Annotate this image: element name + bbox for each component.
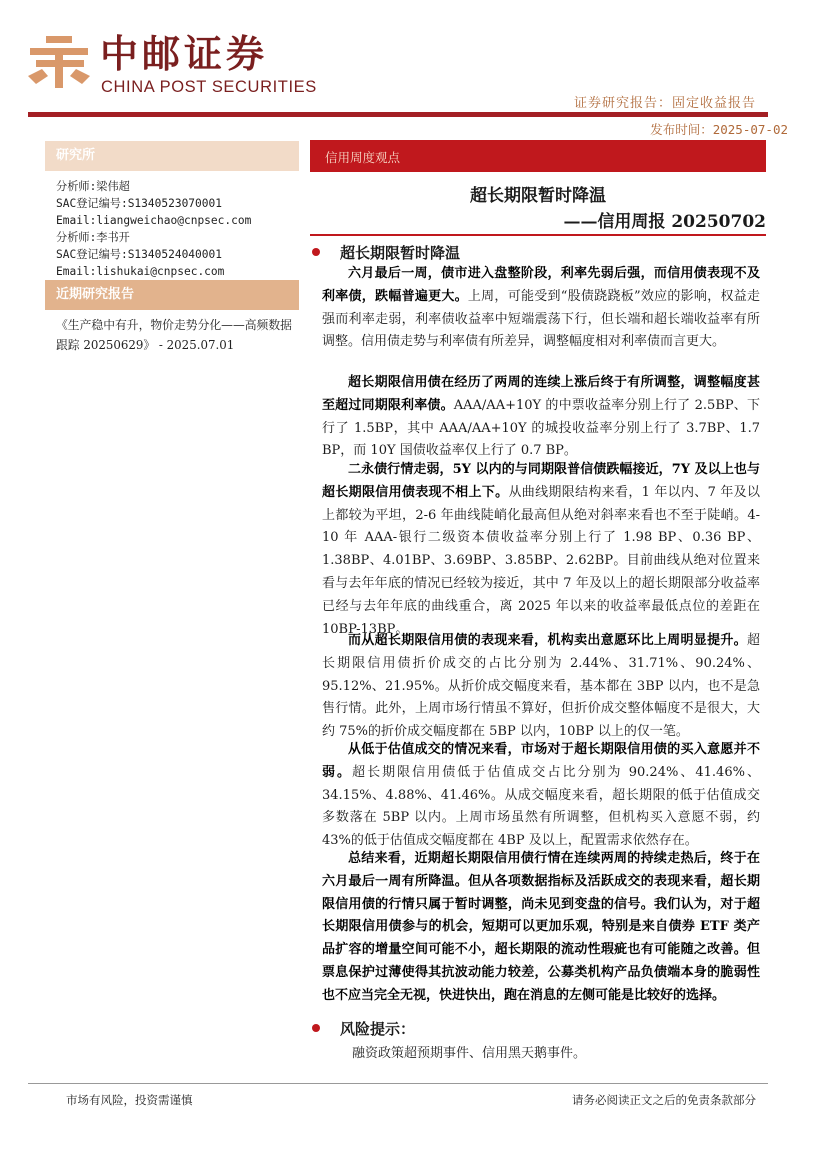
paragraph: 总结来看，近期超长期限信用债行情在连续两周的持续走热后，终于在六月最后一周有所降温。但从各项数据指标及活跃成交的表现来看，超长期限信用债的行情只属于暂时调整，尚未见到变盘的信号。我们认为，对于超长期限信用债参与的机会，短期可以更加乐观，特别是来自债券 ETF 类产品扩容的增量空间可能不小，超长期限的流动性瑕疵也有可能随之改善。但票息保护过薄使得其抗波动能力较差，公募类机构产品负债端本身的脆弱性也不应当完全无视，快进快出，跑在消息的左侧可能是比较好的选择。 (322, 851, 760, 1003)
brand-name-en: CHINA POST SECURITIES (101, 78, 317, 96)
analyst-name: 分析师:李书开 (56, 231, 130, 244)
analyst-name: 分析师:梁伟超 (56, 180, 130, 193)
report-title: 超长期限暂时降温 (470, 186, 606, 206)
report-subtitle: ——信用周报 20250702 (563, 212, 766, 232)
section-heading: 超长期限暂时降温 (312, 242, 460, 263)
institute-title: 研究所 (45, 141, 299, 171)
footer-divider (28, 1083, 768, 1084)
analyst-email: Email:liangweichao@cnpsec.com (56, 214, 252, 227)
bullet-icon (312, 248, 320, 256)
risk-heading: 风险提示： (312, 1018, 415, 1039)
paragraph: 二永债行情走弱，5Y 以内的与同期限普信债跌幅接近，7Y 及以上也与超长期限信用债表现不相上下。从曲线期限结构来看，1 年以内、7 年及以上都较为平坦，2-6 年曲线陡峭化最高但从绝对斜率来看也不至于陡峭。4-10 年 AAA-银行二级资本债收益率分别上行了 1.98 BP、0.36 BP、1.38BP、4.01BP、3.69BP、3.85BP、2.62BP。目前曲线从绝对位置来看与去年年底的情况已经较为接近，其中 7 年及以上的超长期限部分收益率已经与去年年底的曲线重合，离 2025 年以来的收益率最低点位的差距在 10BP-13BP。 (322, 462, 760, 637)
footer-disclaimer-left: 市场有风险，投资需谨慎 (66, 1093, 193, 1107)
title-divider (310, 234, 766, 236)
report-category: 证券研究报告：固定收益报告 (573, 96, 756, 111)
category-label: 信用周度观点 (325, 150, 401, 165)
publish-date: 发布时间：2025-07-02 (650, 122, 788, 137)
analyst-sac-number: SAC登记编号:S1340523070001 (56, 197, 222, 210)
recent-reports-title: 近期研究报告 (45, 280, 299, 310)
paragraph: 从低于估值成交的情况来看，市场对于超长期限信用债的买入意愿并不弱。超长期限信用债低于估值成交占比分别为 90.24%、41.46%、34.15%、4.88%、41.46%。从成交幅度来看，超长期限的低于估值成交多数落在 5BP 以内。上周市场虽然有所调整，但机构买入意愿不弱，约 43%的低于估值成交幅度都在 4BP 及以上，配置需求依然存在。 (322, 742, 760, 849)
analyst-sac-number: SAC登记编号:S1340524040001 (56, 248, 222, 261)
brand-name-cn: 中邮证券 (100, 32, 269, 76)
recent-report-link[interactable]: 《生产稳中有升，物价走势分化——高频数据跟踪 20250629》 - 2025.07.01 (56, 318, 292, 352)
header-divider (28, 112, 768, 117)
china-post-logo-icon (28, 36, 90, 88)
paragraph: 而从超长期限信用债的表现来看，机构卖出意愿环比上周明显提升。超长期限信用债折价成交的占比分别为 2.44%、31.71%、90.24%、95.12%、21.95%。从折价成交幅度来看，基本都在 3BP 以内，也不是急售行情。此外，上周市场行情虽不算好，但折价成交整体幅度不是很大，大约 75%的折价成交幅度都在 5BP 以内，10BP 以上的仅一笔。 (322, 633, 760, 740)
bullet-icon (312, 1024, 320, 1032)
paragraph: 六月最后一周，债市进入盘整阶段，利率先弱后强，而信用债表现不及利率债，跌幅普遍更大。上周，可能受到“股债跷跷板”效应的影响，权益走强而利率走弱，利率债收益率中短端震荡下行，但长端和超长端收益率有所调整。信用债走势与利率债有所差异，调整幅度相对利率债而言更大。 (322, 266, 760, 350)
footer-disclaimer-right: 请务必阅读正文之后的免责条款部分 (572, 1093, 756, 1107)
analyst-info (56, 178, 251, 280)
analyst-email: Email:lishukai@cnpsec.com (56, 265, 225, 278)
paragraph: 超长期限信用债在经历了两周的连续上涨后终于有所调整，调整幅度甚至超过同期限利率债。AAA/AA+10Y 的中票收益率分别上行了 2.5BP、下行了 1.5BP，其中 AAA/AA+10Y 的城投收益率分别上行了 3.7BP、1.7 BP，而 10Y 国债收益率仅上行了 0.7 BP。 (322, 375, 760, 459)
risk-text: 融资政策超预期事件、信用黑天鹅事件。 (352, 1046, 587, 1061)
